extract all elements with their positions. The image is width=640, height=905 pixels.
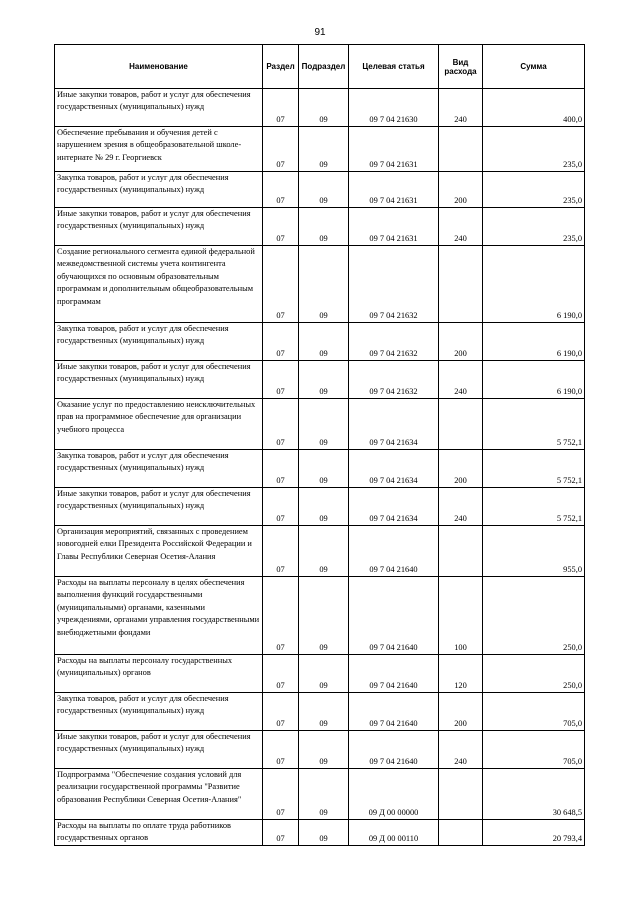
table-row (55, 127, 585, 172)
row-sum: 250,0 (483, 655, 585, 693)
row-name: Расходы на выплаты персоналу государственных (муниципальных) органов (55, 655, 263, 693)
table-row (55, 488, 585, 526)
row-exp-type (439, 769, 483, 820)
row-subsection: 09 (299, 693, 349, 731)
row-exp-type: 240 (439, 731, 483, 769)
header-sum: Сумма (483, 45, 585, 89)
row-exp-type: 240 (439, 208, 483, 246)
row-name: Закупка товаров, работ и услуг для обеспечения государственных (муниципальных) нужд (55, 172, 263, 208)
row-target: 09 7 04 21631 (349, 172, 439, 208)
header-subsection: Подраздел (299, 45, 349, 89)
row-target: 09 7 04 21640 (349, 693, 439, 731)
row-sum: 6 190,0 (483, 323, 585, 361)
row-section: 07 (263, 127, 299, 172)
row-section: 07 (263, 246, 299, 323)
row-section: 07 (263, 89, 299, 127)
row-target: 09 7 04 21634 (349, 399, 439, 450)
table-row (55, 693, 585, 731)
table-row (55, 208, 585, 246)
row-exp-type (439, 246, 483, 323)
row-sum: 5 752,1 (483, 399, 585, 450)
row-target: 09 7 04 21640 (349, 731, 439, 769)
row-section: 07 (263, 323, 299, 361)
table-row (55, 89, 585, 127)
row-sum: 5 752,1 (483, 450, 585, 488)
row-subsection: 09 (299, 246, 349, 323)
row-section: 07 (263, 655, 299, 693)
table-row (55, 246, 585, 323)
row-target: 09 7 04 21632 (349, 361, 439, 399)
row-sum: 235,0 (483, 127, 585, 172)
row-name: Подпрограмма "Обеспечение создания условий для реализации государственной программы "Развитие образования Республики Северная Осетия-Алания" (55, 769, 263, 820)
table-row (55, 361, 585, 399)
row-section: 07 (263, 488, 299, 526)
table-header-row (55, 45, 585, 89)
header-exp-type: Вид расхода (439, 45, 483, 89)
row-section: 07 (263, 731, 299, 769)
row-name: Оказание услуг по предоставлению неисключительных прав на программное обеспечение для организации учебного процесса (55, 399, 263, 450)
row-subsection: 09 (299, 450, 349, 488)
row-exp-type (439, 127, 483, 172)
row-subsection: 09 (299, 361, 349, 399)
row-target: 09 7 04 21634 (349, 488, 439, 526)
row-name: Иные закупки товаров, работ и услуг для обеспечения государственных (муниципальных) нужд (55, 89, 263, 127)
row-name: Иные закупки товаров, работ и услуг для обеспечения государственных (муниципальных) нужд (55, 488, 263, 526)
row-name: Закупка товаров, работ и услуг для обеспечения государственных (муниципальных) нужд (55, 693, 263, 731)
table-row (55, 450, 585, 488)
row-target: 09 7 04 21630 (349, 89, 439, 127)
row-subsection: 09 (299, 208, 349, 246)
row-section: 07 (263, 208, 299, 246)
table-row (55, 399, 585, 450)
row-target: 09 7 04 21632 (349, 246, 439, 323)
row-sum: 30 648,5 (483, 769, 585, 820)
row-sum: 250,0 (483, 577, 585, 655)
row-sum: 705,0 (483, 731, 585, 769)
table-row (55, 820, 585, 846)
row-exp-type: 100 (439, 577, 483, 655)
budget-table (54, 44, 585, 846)
table-row (55, 655, 585, 693)
table-row (55, 769, 585, 820)
row-name: Расходы на выплаты по оплате труда работников государственных органов (55, 820, 263, 846)
row-section: 07 (263, 769, 299, 820)
row-target: 09 Д 00 00110 (349, 820, 439, 846)
row-sum: 705,0 (483, 693, 585, 731)
row-name: Иные закупки товаров, работ и услуг для обеспечения государственных (муниципальных) нужд (55, 208, 263, 246)
header-name: Наименование (55, 45, 263, 89)
row-sum: 400,0 (483, 89, 585, 127)
header-target: Целевая статья (349, 45, 439, 89)
row-sum: 5 752,1 (483, 488, 585, 526)
row-target: 09 7 04 21632 (349, 323, 439, 361)
row-exp-type: 120 (439, 655, 483, 693)
row-subsection: 09 (299, 577, 349, 655)
row-target: 09 7 04 21640 (349, 526, 439, 577)
header-section: Раздел (263, 45, 299, 89)
row-target: 09 7 04 21631 (349, 208, 439, 246)
row-name: Закупка товаров, работ и услуг для обеспечения государственных (муниципальных) нужд (55, 450, 263, 488)
table-row (55, 323, 585, 361)
row-name: Закупка товаров, работ и услуг для обеспечения государственных (муниципальных) нужд (55, 323, 263, 361)
row-section: 07 (263, 361, 299, 399)
row-subsection: 09 (299, 488, 349, 526)
row-subsection: 09 (299, 172, 349, 208)
row-section: 07 (263, 820, 299, 846)
row-subsection: 09 (299, 820, 349, 846)
row-exp-type (439, 399, 483, 450)
row-target: 09 7 04 21634 (349, 450, 439, 488)
row-name: Создание регионального сегмента единой федеральной межведомственной системы учета контингента обучающихся по основным образовательным программам и дополнительным общеобразовательным программам (55, 246, 263, 323)
row-exp-type: 240 (439, 89, 483, 127)
row-section: 07 (263, 172, 299, 208)
table-body (55, 89, 585, 846)
row-subsection: 09 (299, 769, 349, 820)
row-sum: 6 190,0 (483, 246, 585, 323)
row-name: Расходы на выплаты персоналу в целях обеспечения выполнения функций государственными (муниципальными) органами, казенными учреждениями, органами управления государственными внебюджетными фондами (55, 577, 263, 655)
row-subsection: 09 (299, 89, 349, 127)
row-exp-type: 240 (439, 361, 483, 399)
row-subsection: 09 (299, 323, 349, 361)
row-sum: 20 793,4 (483, 820, 585, 846)
row-subsection: 09 (299, 399, 349, 450)
row-name: Организация мероприятий, связанных с проведением новогодней елки Президента Российской Федерации и Главы Республики Северная Осетия-Алания (55, 526, 263, 577)
row-subsection: 09 (299, 127, 349, 172)
row-section: 07 (263, 450, 299, 488)
table-row (55, 526, 585, 577)
row-target: 09 7 04 21640 (349, 577, 439, 655)
row-sum: 235,0 (483, 208, 585, 246)
row-sum: 235,0 (483, 172, 585, 208)
row-exp-type: 240 (439, 488, 483, 526)
row-section: 07 (263, 693, 299, 731)
row-section: 07 (263, 526, 299, 577)
row-exp-type: 200 (439, 172, 483, 208)
row-exp-type: 200 (439, 450, 483, 488)
table-row (55, 731, 585, 769)
row-exp-type (439, 820, 483, 846)
row-name: Иные закупки товаров, работ и услуг для обеспечения государственных (муниципальных) нужд (55, 731, 263, 769)
row-target: 09 7 04 21631 (349, 127, 439, 172)
table-row (55, 577, 585, 655)
row-subsection: 09 (299, 731, 349, 769)
row-exp-type (439, 526, 483, 577)
row-name: Иные закупки товаров, работ и услуг для обеспечения государственных (муниципальных) нужд (55, 361, 263, 399)
row-section: 07 (263, 577, 299, 655)
row-target: 09 Д 00 00000 (349, 769, 439, 820)
table-row (55, 172, 585, 208)
row-sum: 955,0 (483, 526, 585, 577)
row-exp-type: 200 (439, 693, 483, 731)
page-number: 91 (314, 27, 326, 38)
row-subsection: 09 (299, 655, 349, 693)
row-target: 09 7 04 21640 (349, 655, 439, 693)
row-subsection: 09 (299, 526, 349, 577)
row-section: 07 (263, 399, 299, 450)
row-sum: 6 190,0 (483, 361, 585, 399)
row-exp-type: 200 (439, 323, 483, 361)
row-name: Обеспечение пребывания и обучения детей с нарушением зрения в общеобразовательной школе-интернате № 29 г. Георгиевск (55, 127, 263, 172)
